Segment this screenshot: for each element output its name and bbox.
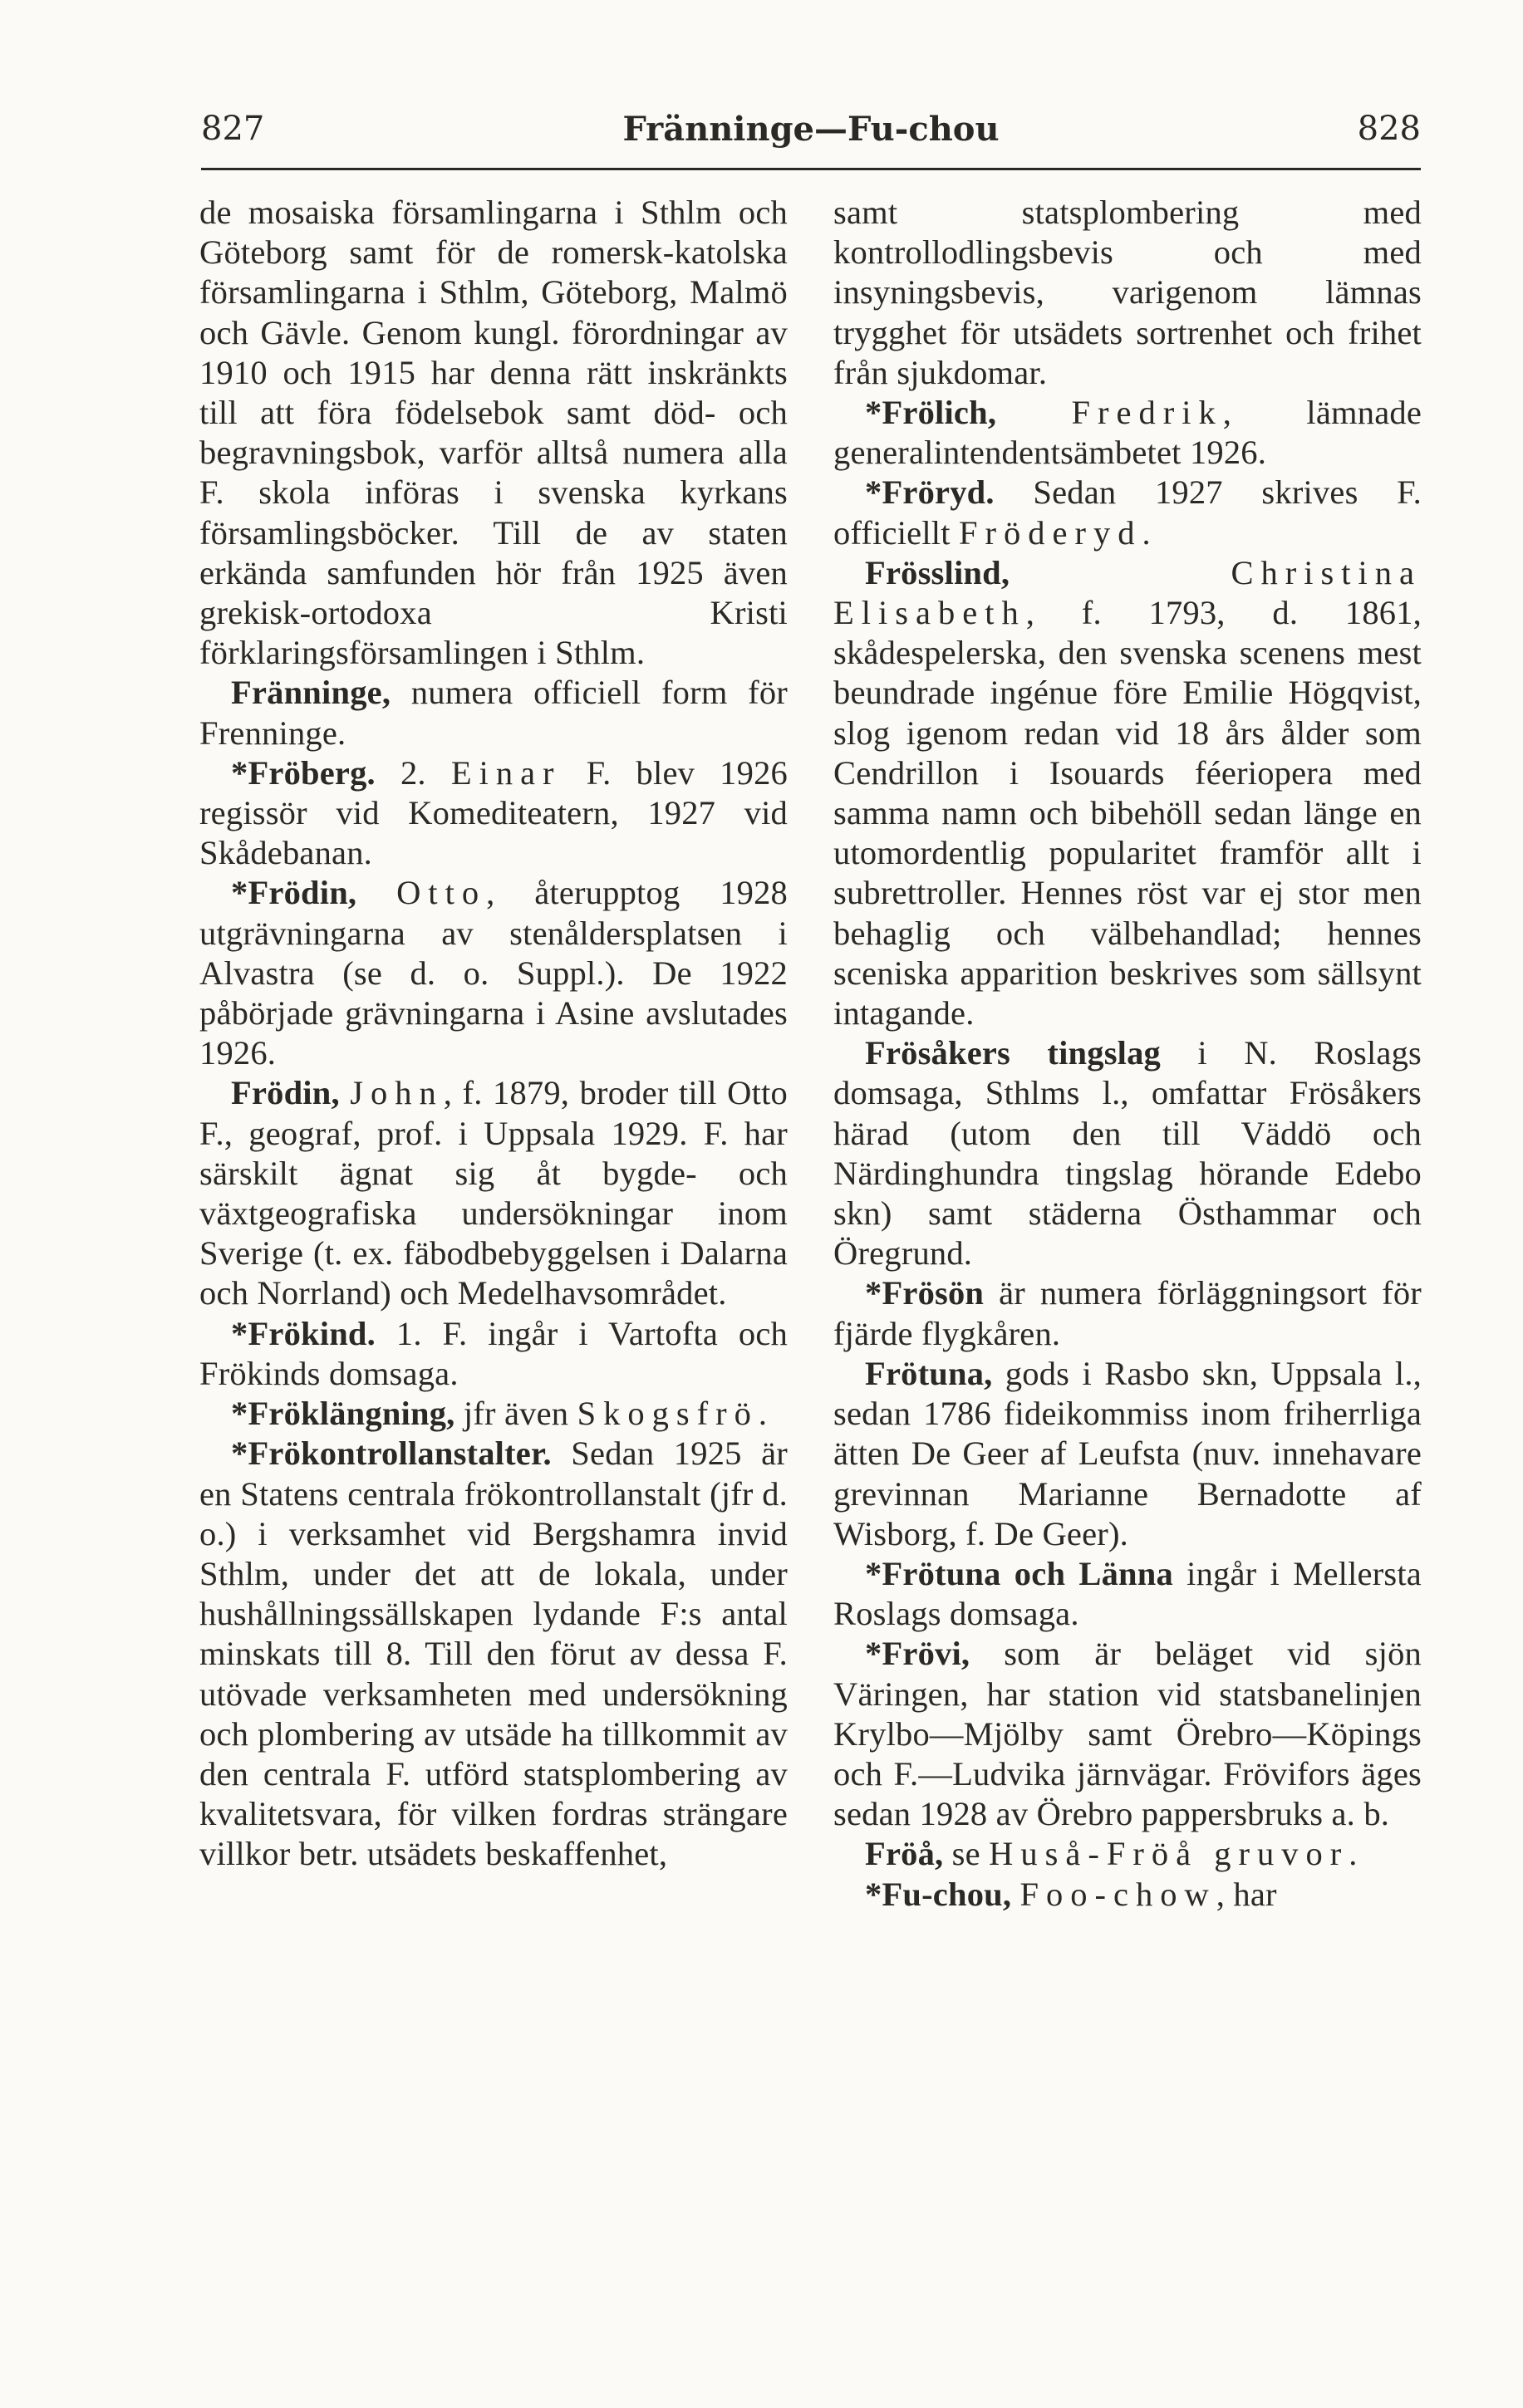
entry-text: är numera förläggningsort för fjärde flygkåren. — [833, 1274, 1422, 1352]
header-rule — [201, 168, 1421, 170]
entry-text — [340, 1074, 350, 1111]
headword: *Fröryd. — [865, 473, 995, 512]
headword: *Fröberg. — [231, 753, 376, 792]
entry — [199, 1394, 788, 1434]
entry — [199, 673, 788, 753]
entry-text: de mosaiska församlingarna i Sthlm och Göteborg samt för de romersk-katolska församlingarna i Sthlm, Göteborg, Malmö och Gävle. Genom kungl. förordningar av 1910 och 1915 har denna rätt inskränkts till att föra födelsebok samt död- och begravningsbok, varför alltså numera alla F. skola införas i svenska kyrkans församlingsböcker. Till de av staten erkända samfunden hör från 1925 även grekisk-ortodoxa Kristi förklaringsförsamlingen i Sthlm. — [199, 194, 788, 672]
page-number-left: 827 — [201, 110, 265, 148]
headword: *Frötuna och Länna — [865, 1554, 1173, 1592]
spaced-name: Einar — [450, 753, 562, 792]
entry — [199, 1434, 788, 1874]
spaced-name: Christina Elisabeth — [833, 553, 1422, 632]
entry-text: ingår i Mellersta Roslags domsaga. — [833, 1554, 1422, 1633]
entry-text: som är beläget vid sjön Väringen, har station vid statsbanelinjen Krylbo—Mjölby samt Örebro—Köpings och F.—Ludvika järnvägar. Frövifors äges sedan 1928 av Örebro pappersbruks a. b. — [833, 1635, 1422, 1833]
headword: Frösåkers tingslag — [865, 1034, 1162, 1072]
headword: Fränninge, — [231, 674, 391, 712]
headword: *Frölich, — [865, 394, 997, 432]
entry-text: 1. F. ingår i Vartofta och Frökinds domsaga. — [199, 1314, 788, 1392]
entry — [833, 1033, 1422, 1273]
headword: Frötuna, — [865, 1354, 993, 1392]
spaced-name: Skogsfrö — [577, 1395, 759, 1433]
spaced-name: John — [350, 1074, 444, 1112]
headword: *Fröklängning, — [231, 1395, 455, 1433]
entry-text: . — [1142, 513, 1151, 552]
entry-text: gods i Rasbo skn, Uppsala l., sedan 1786 fideikommiss inom friherrliga ätten De Geer af Leufsta (nuv. innehavare grevinnan Marianne Bernadotte af Wisborg, f. De Geer). — [833, 1354, 1422, 1552]
entry-text: , f. 1793, d. 1861, skådespelerska, den svenska scenens mest beundrade ingénue före Emilie Högqvist, slog igenom redan vid 18 års ålder som Cendrillon i Isouards féeriopera med samma namn och bibehöll sedan länge en utomordentlig popularitet framför allt i subrettroller. Hennes röst var ej stor men behaglig och välbehandlad; hennes sceniska apparition beskrives som sällsynt intagande. — [833, 594, 1422, 1032]
entry — [833, 1554, 1422, 1634]
right-column — [833, 193, 1422, 1915]
entry-text: Sedan 1925 är en Statens centrala frökontrollanstalt (jfr d. o.) i verksamhet vid Bergshamra invid Sthlm, under det att de lokala, under hushållningssällskapen lydande F:s antal minskats till 8. Till den förut av dessa F. utövade verksamheten med undersökning och plombering av utsäde ha tillkommit av den centrala F. utförd statsplombering av kvalitetsvara, för vilken fordras strängare villkor betr. utsädets beskaffenhet, — [199, 1435, 788, 1873]
entry-text — [1010, 554, 1231, 591]
entry-text: numera officiell form för Frenninge. — [199, 674, 788, 752]
entry-text: jfr även — [454, 1395, 577, 1433]
entry — [833, 393, 1422, 473]
headword: *Frödin, — [231, 874, 357, 912]
entry — [833, 1354, 1422, 1554]
entry — [833, 1634, 1422, 1834]
page-header — [201, 106, 1421, 156]
headword: *Frövi, — [865, 1635, 970, 1673]
entry-text: . — [758, 1395, 768, 1433]
entry — [833, 1834, 1422, 1874]
entry-text: , har — [1216, 1875, 1277, 1913]
left-column — [199, 193, 788, 1875]
entry — [833, 553, 1422, 1033]
entry-text — [1011, 1876, 1019, 1913]
entry-text: i N. Roslags domsaga, Sthlms l., omfattar Frösåkers härad (utom den till Väddö och Närdinghundra tingslag hörande Edebo skn) samt städerna Östhammar och Öregrund. — [833, 1034, 1422, 1273]
entry — [199, 753, 788, 874]
entry-text — [996, 394, 1071, 431]
spaced-name: Fröderyd — [959, 513, 1142, 552]
entry-text: Sedan 1927 skrives F. officiellt — [833, 473, 1422, 552]
running-title: Fränninge—Fu-chou — [622, 110, 1000, 149]
entry — [833, 473, 1422, 552]
entry-text: samt statsplombering med kontrollodlingsbevis och med insyningsbevis, varigenom lämnas trygghet för utsädets sortrenhet och frihet från sjukdomar. — [833, 194, 1422, 391]
headword: *Fu-chou, — [865, 1875, 1012, 1913]
entry-text: , lämnade generalintendentsämbetet 1926. — [833, 394, 1422, 472]
entry — [199, 1314, 788, 1394]
headword: Frösslind, — [865, 553, 1010, 591]
entry — [833, 1273, 1422, 1353]
entry-text: se — [943, 1835, 990, 1873]
page-number-right: 828 — [1357, 110, 1421, 148]
entry-text — [356, 874, 396, 911]
entry-text: F. blev 1926 regissör vid Komediteatern, 1927 vid Skådebanan. — [199, 753, 788, 872]
headword: Frödin, — [231, 1074, 340, 1112]
headword: Fröå, — [865, 1835, 944, 1873]
spaced-name: Otto — [396, 874, 487, 912]
headword: *Frösön — [865, 1274, 985, 1312]
entry-text: , f. 1879, broder till Otto F., geograf, prof. i Uppsala 1929. F. har särskilt ägnat sig åt bygde- och växtgeografiska undersökningar inom Sverige (t. ex. fäbodbebyggelsen i Dalarna och Norrland) och Medelhavsområdet. — [199, 1074, 788, 1312]
spaced-name: Huså-Fröå gruvor — [989, 1835, 1349, 1873]
entry — [833, 1875, 1422, 1915]
headword: *Frökind. — [231, 1314, 376, 1352]
headword: *Frökontrollanstalter. — [231, 1435, 552, 1473]
entry — [199, 873, 788, 1073]
entry — [199, 1073, 788, 1313]
spaced-name: Fredrik — [1071, 394, 1223, 432]
entry-text: , återupptog 1928 utgrävningarna av stenåldersplatsen i Alvastra (se d. o. Suppl.). De 1922 påbörjade grävningarna i Asine avslutades 1926. — [199, 874, 789, 1072]
entry-text: . — [1349, 1835, 1358, 1873]
spaced-name: Foo-chow — [1019, 1875, 1216, 1913]
entry-text: 2. — [375, 753, 451, 792]
entry — [833, 193, 1422, 393]
entry — [199, 193, 788, 673]
